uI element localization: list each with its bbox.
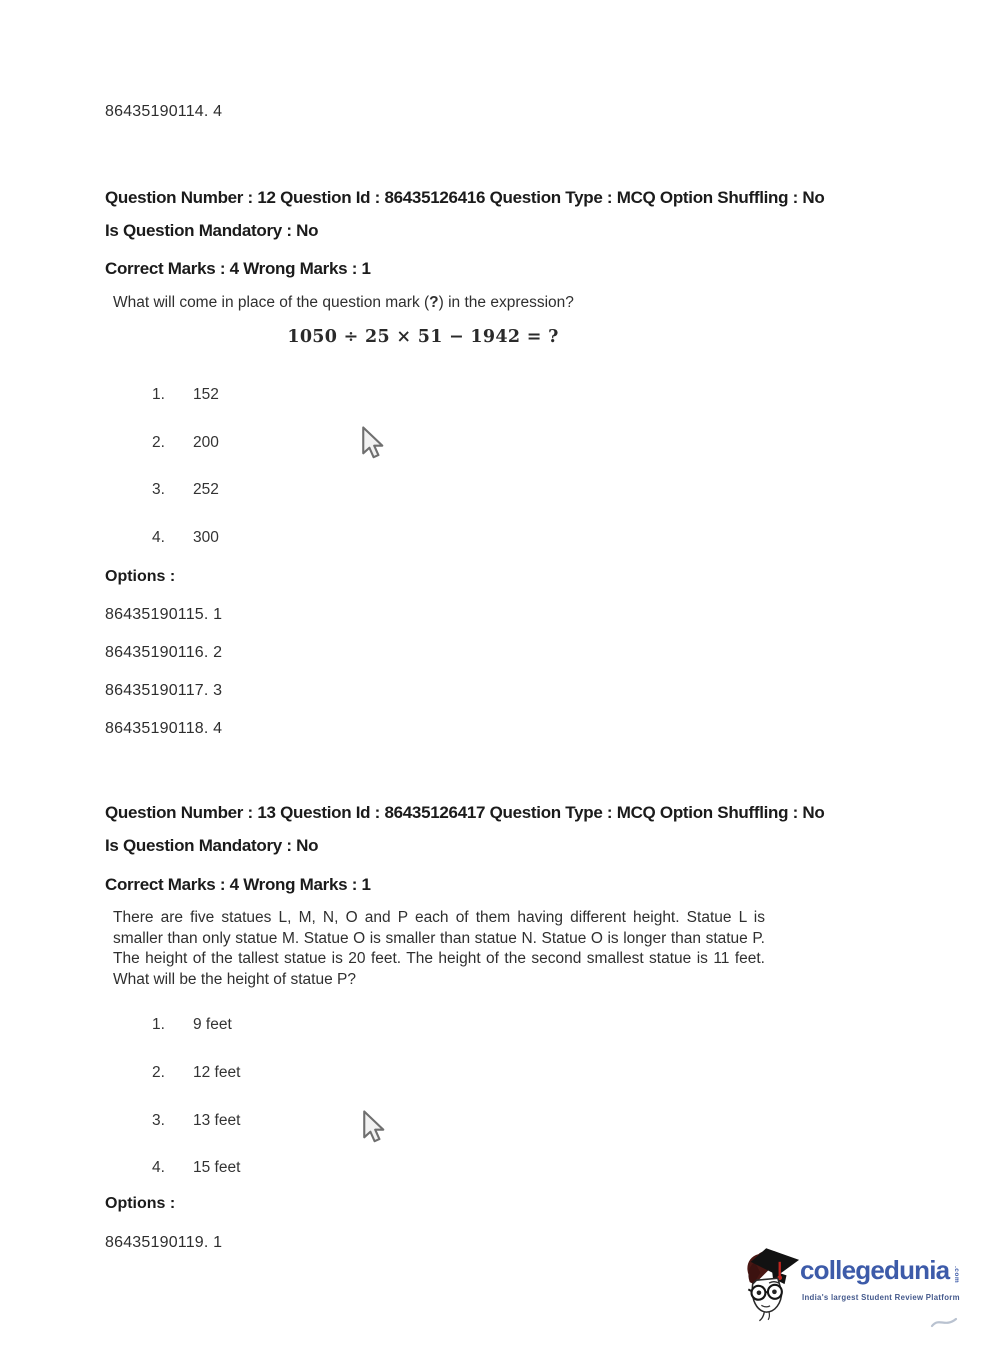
q13-header-line3: Correct Marks : 4 Wrong Marks : 1	[105, 875, 371, 894]
q13-choice-2-number: 2.	[152, 1064, 165, 1081]
q12-header-line3: Correct Marks : 4 Wrong Marks : 1	[105, 259, 371, 278]
q12-options-heading: Options :	[105, 568, 176, 585]
logo-squiggle-icon	[930, 1315, 964, 1331]
q12-option-id-4: 86435190118. 4	[105, 720, 223, 737]
q12-choice-1	[152, 386, 219, 404]
graduate-mascot-icon	[743, 1247, 801, 1325]
q12-choice-3-label: 252	[193, 481, 219, 498]
q13-choice-3-number: 3.	[152, 1112, 165, 1129]
q12-question-text-post: ) in the expression?	[438, 294, 574, 311]
q12-choice-3-number: 3.	[152, 481, 165, 498]
q13-header-line2: Is Question Mandatory : No	[105, 836, 319, 855]
q13-question-paragraph: There are five statues L, M, N, O and P each of them having different height. Statue L is smaller than only statue M. Statue O is smaller than statue N. Statue O is longer than statue P. The height of the tallest statue is 20 feet. The height of the second smallest statue is 11 feet. What will be the height of statue P?	[113, 909, 765, 988]
q13-choice-1-number: 1.	[152, 1016, 165, 1033]
q12-choice-2	[152, 434, 219, 452]
brand-wordmark: collegedunia	[800, 1255, 950, 1285]
q13-choice-3-label: 13 feet	[193, 1112, 241, 1129]
q12-option-id-1: 86435190115. 1	[105, 606, 223, 623]
q12-choice-2-label: 200	[193, 434, 219, 451]
q12-choice-4	[152, 529, 219, 547]
q12-choice-4-label: 300	[193, 529, 219, 546]
collegedunia-logo	[740, 1245, 980, 1340]
brand-tagline: India's largest Student Review Platform	[802, 1293, 960, 1302]
q12-header-line1: Question Number : 12 Question Id : 86435126416 Question Type : MCQ Option Shuffling : No	[105, 188, 825, 207]
q12-question-mark-bold: ?	[429, 294, 439, 311]
q12-choice-3	[152, 481, 219, 499]
brand-tld: .com	[953, 1266, 960, 1284]
q13-choice-3	[152, 1112, 240, 1130]
q13-choice-1-label: 9 feet	[193, 1016, 232, 1033]
carryover-option-id: 86435190114. 4	[105, 103, 223, 120]
q13-option-id-1: 86435190119. 1	[105, 1234, 223, 1251]
q12-choice-1-number: 1.	[152, 386, 165, 403]
q13-choice-4-number: 4.	[152, 1159, 165, 1176]
q13-choice-2-label: 12 feet	[193, 1064, 241, 1081]
q12-option-id-2: 86435190116. 2	[105, 644, 223, 661]
q12-math-expression: 1050 ÷ 25 × 51 − 1942 = ?	[287, 327, 559, 347]
q12-option-id-3: 86435190117. 3	[105, 682, 223, 699]
mouse-cursor-icon	[361, 426, 391, 459]
q13-choice-1	[152, 1016, 232, 1034]
q12-choice-1-label: 152	[193, 386, 219, 403]
q13-choice-4	[152, 1159, 240, 1177]
q12-choice-4-number: 4.	[152, 529, 165, 546]
q13-choice-4-label: 15 feet	[193, 1159, 241, 1176]
q13-choice-2	[152, 1064, 240, 1082]
q12-question-text	[113, 294, 574, 312]
q13-header-line1: Question Number : 13 Question Id : 86435126417 Question Type : MCQ Option Shuffling : No	[105, 803, 825, 822]
mouse-cursor-icon	[362, 1110, 392, 1143]
q12-question-text-pre: What will come in place of the question mark (	[113, 294, 430, 311]
q12-choice-2-number: 2.	[152, 434, 165, 451]
q13-options-heading: Options :	[105, 1195, 176, 1212]
q12-header-line2: Is Question Mandatory : No	[105, 221, 319, 240]
q12-expression-wrap	[113, 327, 733, 347]
